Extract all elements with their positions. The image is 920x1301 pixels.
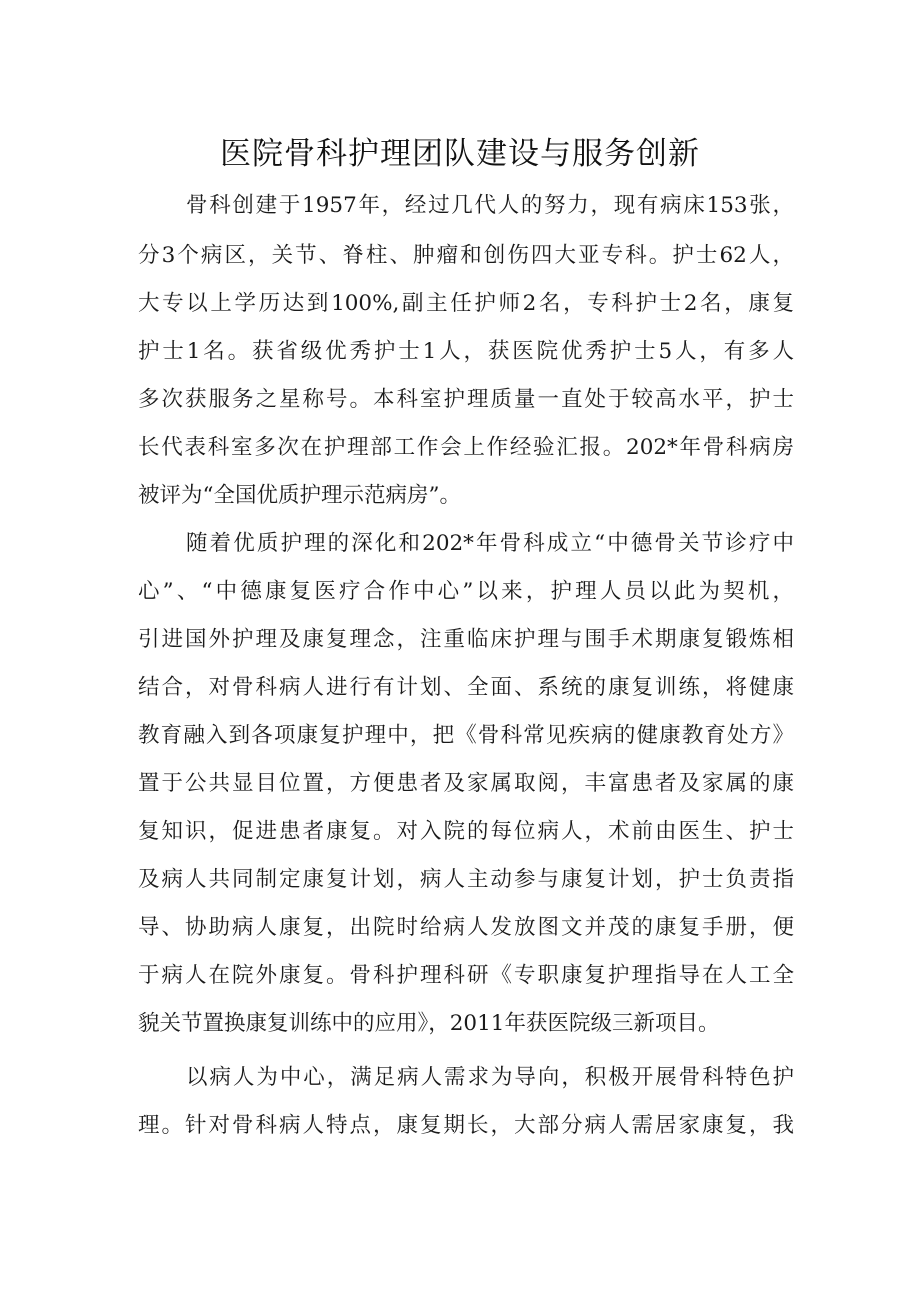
paragraph-line: 随着优质护理的深化和202*年骨科成立“中德骨关节诊疗中 — [186, 531, 794, 556]
paragraph-line: 置于公共显目位置，方便患者及家属取阅，丰富患者及家属的康 — [138, 771, 794, 796]
document-title: 医院骨科护理团队建设与服务创新 — [220, 136, 700, 172]
paragraph-line: 导、协助病人康复，出院时给病人发放图文并茂的康复手册，便 — [138, 915, 794, 940]
paragraph-line: 多次获服务之星称号。本科室护理质量一直处于较高水平，护士 — [138, 387, 794, 412]
paragraph-line: 引进国外护理及康复理念，注重临床护理与围手术期康复锻炼相 — [138, 627, 794, 652]
paragraph-line: 结合，对骨科病人进行有计划、全面、系统的康复训练，将健康 — [138, 675, 794, 700]
paragraph-line: 长代表科室多次在护理部工作会上作经验汇报。202*年骨科病房 — [138, 435, 794, 460]
paragraph-line: 骨科创建于1957年，经过几代人的努力，现有病床153张， — [186, 193, 794, 218]
paragraph-line: 分3个病区，关节、脊柱、肿瘤和创伤四大亚专科。护士62人， — [138, 243, 794, 268]
paragraph-line: 复知识，促进患者康复。对入院的每位病人，术前由医生、护士 — [138, 819, 794, 844]
paragraph-line: 貌关节置换康复训练中的应用》，2011年获医院级三新项目。 — [138, 1011, 720, 1036]
paragraph-line: 教育融入到各项康复护理中，把《骨科常见疾病的健康教育处方》 — [138, 723, 794, 748]
paragraph-line: 理。针对骨科病人特点，康复期长，大部分病人需居家康复，我 — [138, 1113, 794, 1138]
paragraph-line: 大专以上学历达到100%,副主任护师2名，专科护士2名，康复 — [138, 291, 794, 316]
paragraph-line: 护士1名。获省级优秀护士1人，获医院优秀护士5人，有多人 — [138, 339, 794, 364]
paragraph-line: 被评为“全国优质护理示范病房”。 — [138, 483, 461, 508]
paragraph-line: 以病人为中心，满足病人需求为导向，积极开展骨科特色护 — [186, 1065, 794, 1090]
paragraph-line: 心”、“中德康复医疗合作中心”以来，护理人员以此为契机， — [138, 579, 794, 604]
paragraph-line: 于病人在院外康复。骨科护理科研《专职康复护理指导在人工全 — [138, 963, 794, 988]
paragraph-line: 及病人共同制定康复计划，病人主动参与康复计划，护士负责指 — [138, 867, 794, 892]
